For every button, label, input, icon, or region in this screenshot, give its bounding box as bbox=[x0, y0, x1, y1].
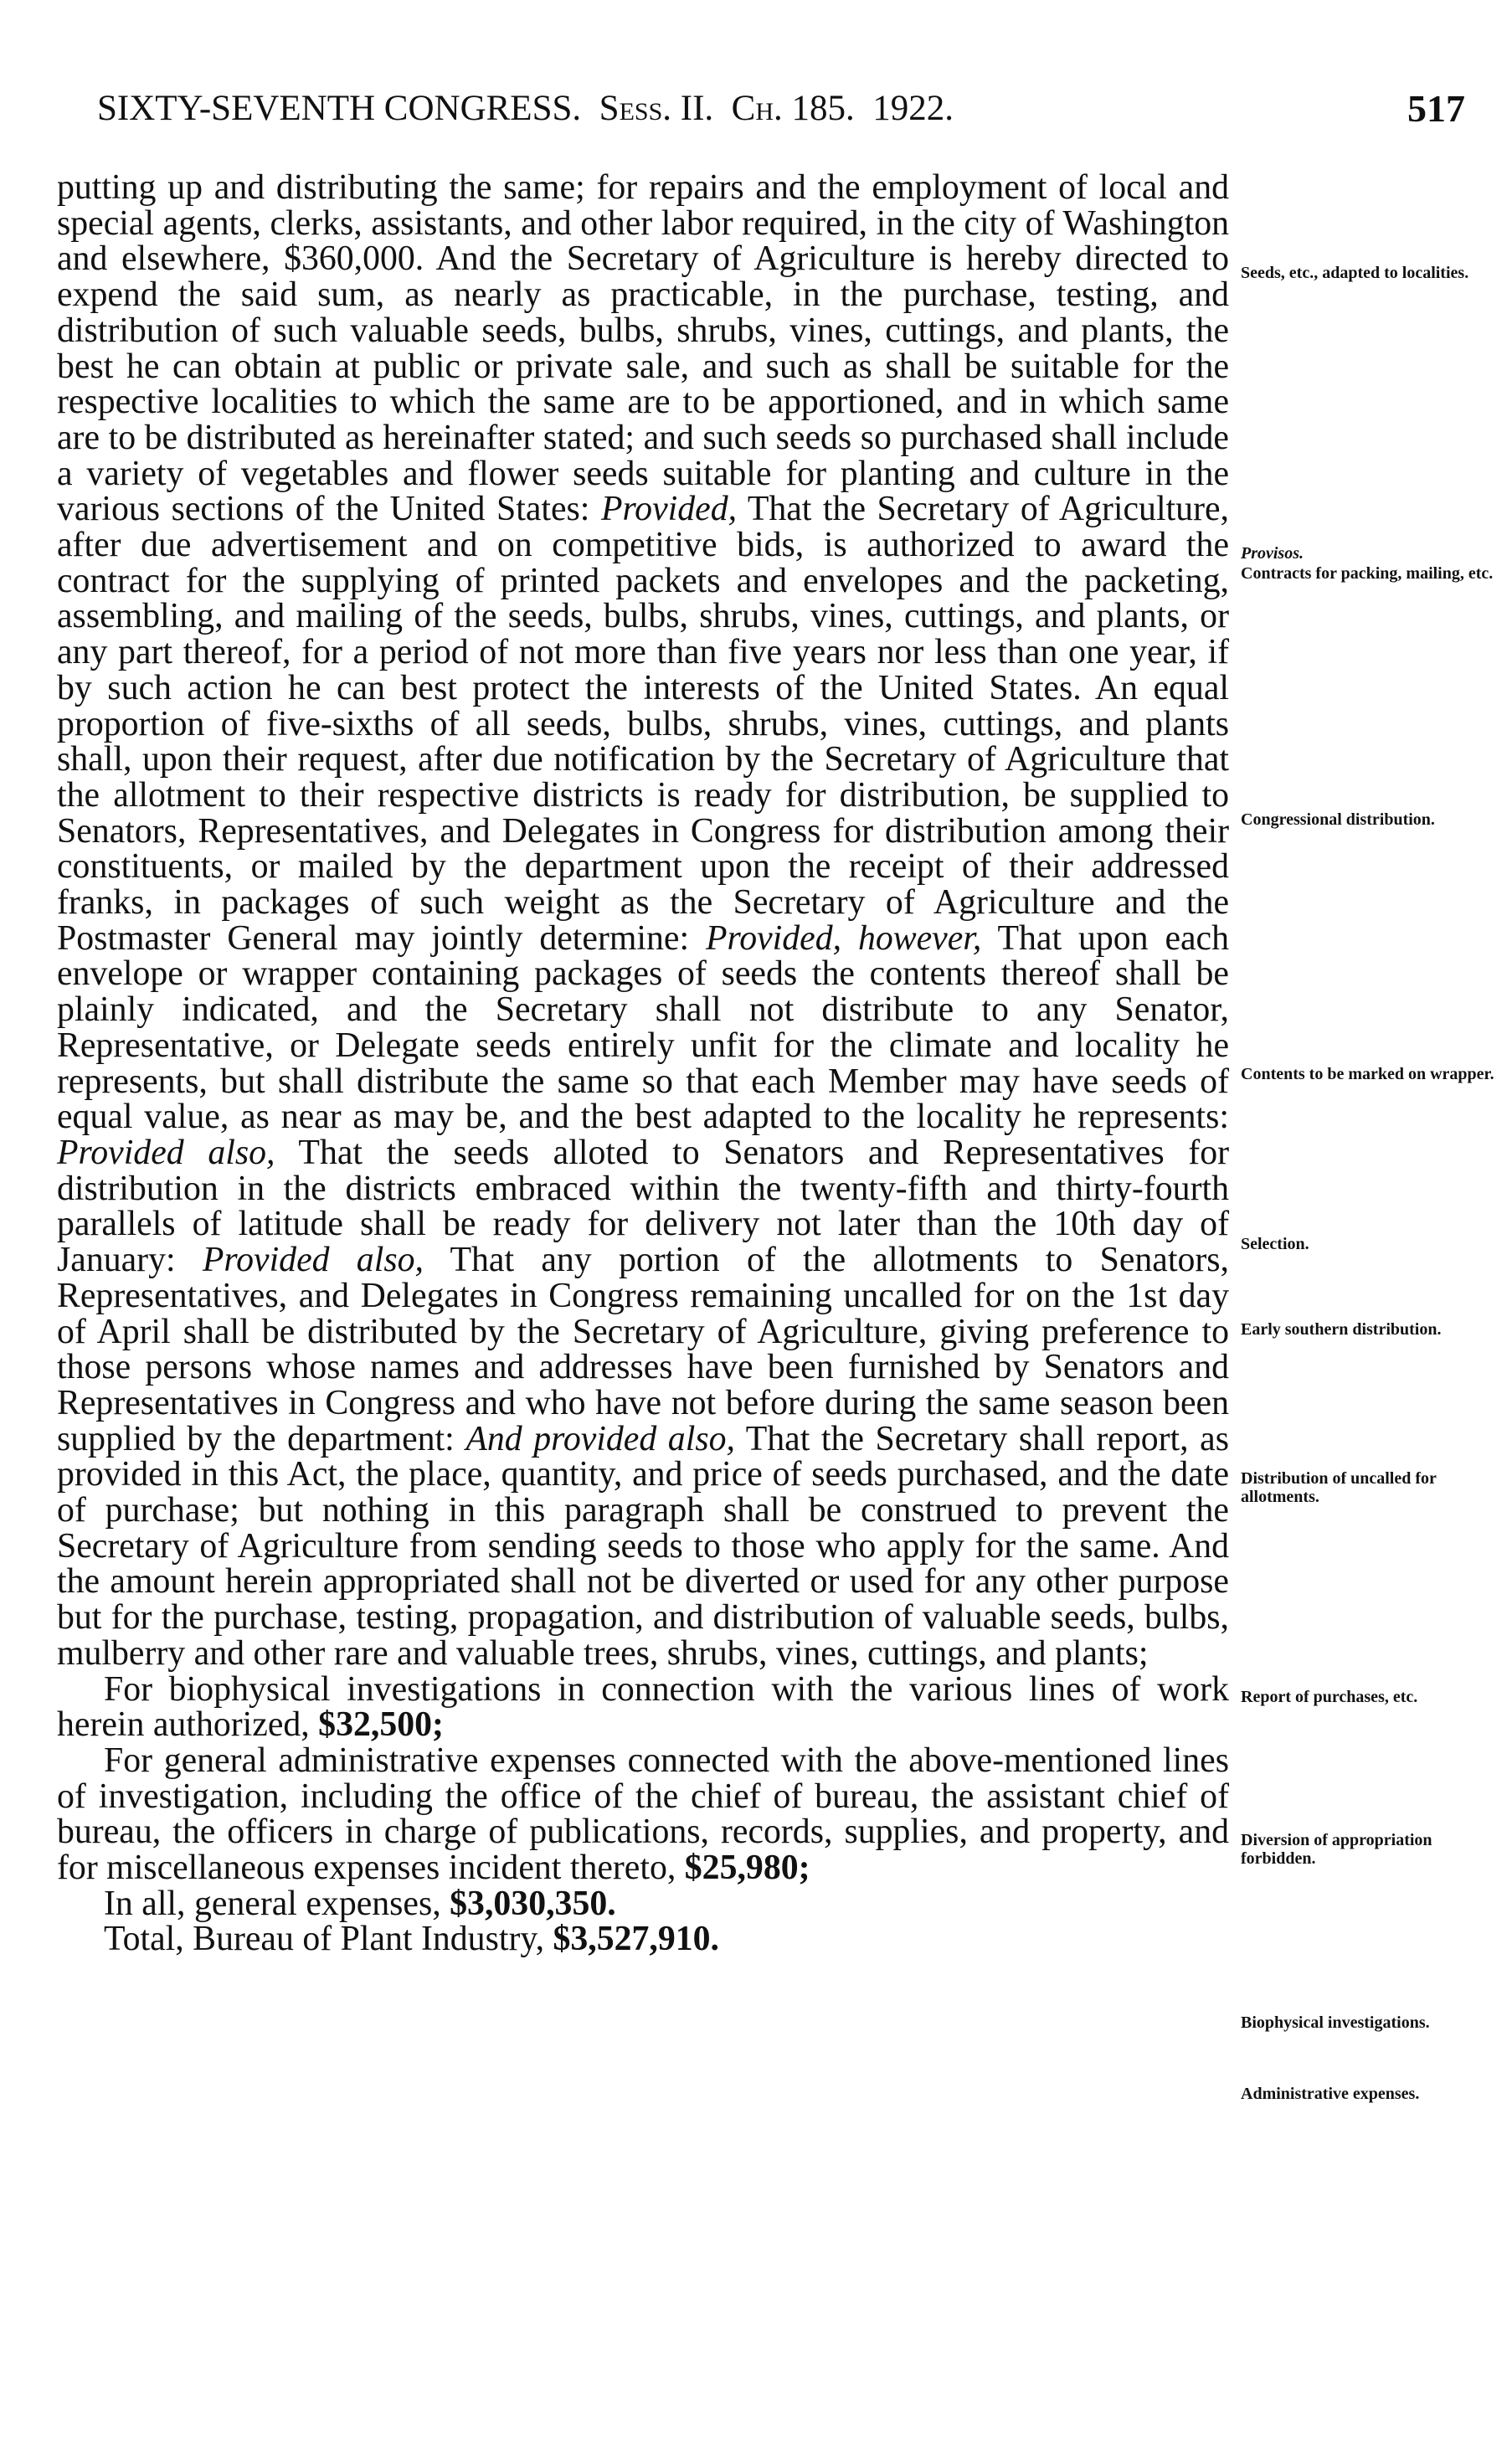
paragraph bbox=[57, 170, 1229, 1672]
proviso-phrase: Provided also, bbox=[202, 1241, 424, 1280]
header-year: 1922. bbox=[872, 89, 954, 128]
text-segment: That the seeds alloted to Senators and Representatives for distribution in the districts embraced within the twenty-fifth and thirty-fourth parallels of latitude shall be ready for delivery not later than the 10th day of January: bbox=[57, 1133, 1230, 1280]
text-segment: That the Secretary of Agriculture, after due advertisement and on competitive bids, is authorized to award the contract for the supplying of printed packets and envelopes and the packeting, assembling, and mailing of the seeds, bulbs, shrubs, vines, cuttings, and plants, or any part thereof, for a period of not more than five years nor less than one year, if by such action he can best protect the interests of the United States. An equal proportion of five-sixths of all seeds, bulbs, shrubs, vines, cuttings, and plants shall, upon their request, after due notification by the Secretary of Agriculture that the allotment to their respective districts is ready for distribution, be supplied to Senators, Representatives, and Delegates in Congress for distribution among their constituents, or mailed by the department upon the receipt of their addressed franks, in packages of such weight as the Secretary of Agriculture and the Postmaster General may jointly determine: bbox=[57, 490, 1229, 958]
margin-note: Administrative expenses. bbox=[1241, 2085, 1420, 2103]
text-segment: In all, general expenses, bbox=[104, 1884, 450, 1923]
margin-note: Contents to be marked on wrapper. bbox=[1241, 1065, 1494, 1083]
proviso-phrase: Provided also, bbox=[57, 1133, 275, 1172]
text-segment: That any portion of the allotments to Senators, Representatives, and Delegates in Congress remaining uncalled for on the 1st day of April shall be distributed by the Secretary of Agriculture, giving preference to those persons whose names and addresses have been furnished by Senators and Representatives in Congress and who have not before during the same season been supplied by the department: bbox=[57, 1241, 1229, 1458]
margin-note: Contracts for packing, mailing, etc. bbox=[1241, 564, 1494, 583]
page-number: 517 bbox=[1407, 87, 1465, 130]
header-citation bbox=[97, 84, 954, 134]
margin-note: Report of purchases, etc. bbox=[1241, 1688, 1418, 1706]
margin-note: Seeds, etc., adapted to localities. bbox=[1241, 264, 1469, 282]
margin-note: Distribution of uncalled for allotments. bbox=[1241, 1469, 1437, 1506]
text-segment: That upon each envelope or wrapper containing packages of seeds the contents thereof shall be plainly indicated, and the Secretary shall not distribute to any Senator, Representative, or Delegate seeds entirely unfit for the climate and locality he represents, but shall distribute the same so that each Member may have seeds of equal value, as near as may be, and the best adapted to the locality he represents: bbox=[57, 918, 1229, 1137]
proviso-phrase: Provided, however, bbox=[705, 918, 982, 958]
text-segment: Total, Bureau of Plant Industry, bbox=[104, 1920, 553, 1959]
text-segment: That the Secretary shall report, as provided in this Act, the place, quantity, and price of seeds purchased, and the date of purchase; but nothing in this paragraph shall be construed to prevent the Secretary of Agriculture from sending seeds to those who apply for the same. And the amount herein appropriated shall not be diverted or used for any other purpose but for the purchase, testing, propagation, and distribution of valuable seeds, bulbs, mulberry and other rare and valuable trees, shrubs, vines, cuttings, and plants; bbox=[57, 1419, 1229, 1673]
text-segment: For biophysical investigations in connection with the various lines of work herein authorized, bbox=[57, 1669, 1229, 1745]
paragraph bbox=[57, 1886, 1229, 1922]
appropriation-amount: $3,030,350. bbox=[450, 1884, 616, 1923]
paragraph bbox=[57, 1743, 1229, 1886]
margin-note: Selection. bbox=[1241, 1235, 1309, 1253]
header-congress: SIXTY-SEVENTH CONGRESS. bbox=[97, 89, 582, 128]
appropriation-amount: $25,980; bbox=[684, 1849, 810, 1888]
margin-note-provisos-label: Provisos. bbox=[1241, 544, 1304, 563]
header-chapter: Ch. 185. bbox=[731, 89, 855, 128]
text-segment: For general administrative expenses connected with the above-mentioned lines of investigation, including the office of the chief of bureau, the assistant chief of bureau, the officers in charge of publications, records, supplies, and property, and for miscellaneous expenses incident thereto, bbox=[57, 1741, 1229, 1888]
running-header bbox=[59, 84, 1465, 134]
header-session: Sess. II. bbox=[599, 89, 714, 128]
appropriation-amount: $3,527,910. bbox=[553, 1920, 720, 1959]
margin-note: Diversion of appropriation forbidden. bbox=[1241, 1831, 1432, 1868]
margin-note-provisos bbox=[1241, 544, 1500, 563]
margin-note: Biophysical investigations. bbox=[1241, 2013, 1430, 2032]
margin-note: Early southern distribution. bbox=[1241, 1320, 1442, 1339]
proviso-phrase: And provided also, bbox=[465, 1419, 735, 1458]
proviso-phrase: Provided, bbox=[600, 490, 738, 529]
body-text bbox=[57, 170, 1229, 1957]
appropriation-amount: $32,500; bbox=[318, 1705, 444, 1745]
text-segment: putting up and distributing the same; for repairs and the employment of local and special agents, clerks, assistants, and other labor required, in the city of Washington and elsewhere, $360,000. And the Secretary of Agriculture is hereby directed to expend the said sum, as nearly as practicable, in the purchase, testing, and distribution of such valuable seeds, bulbs, shrubs, vines, cuttings, and plants, the best he can obtain at public or private sale, and such as shall be suitable for the respective localities to which the same are to be apportioned, and in which same are to be distributed as hereinafter stated; and such seeds so purchased shall include a variety of vegetables and flower seeds suitable for planting and culture in the various sections of the United States: bbox=[57, 168, 1229, 529]
paragraph bbox=[57, 1921, 1229, 1957]
margin-note: Congressional distribution. bbox=[1241, 810, 1435, 829]
paragraph bbox=[57, 1669, 1229, 1745]
